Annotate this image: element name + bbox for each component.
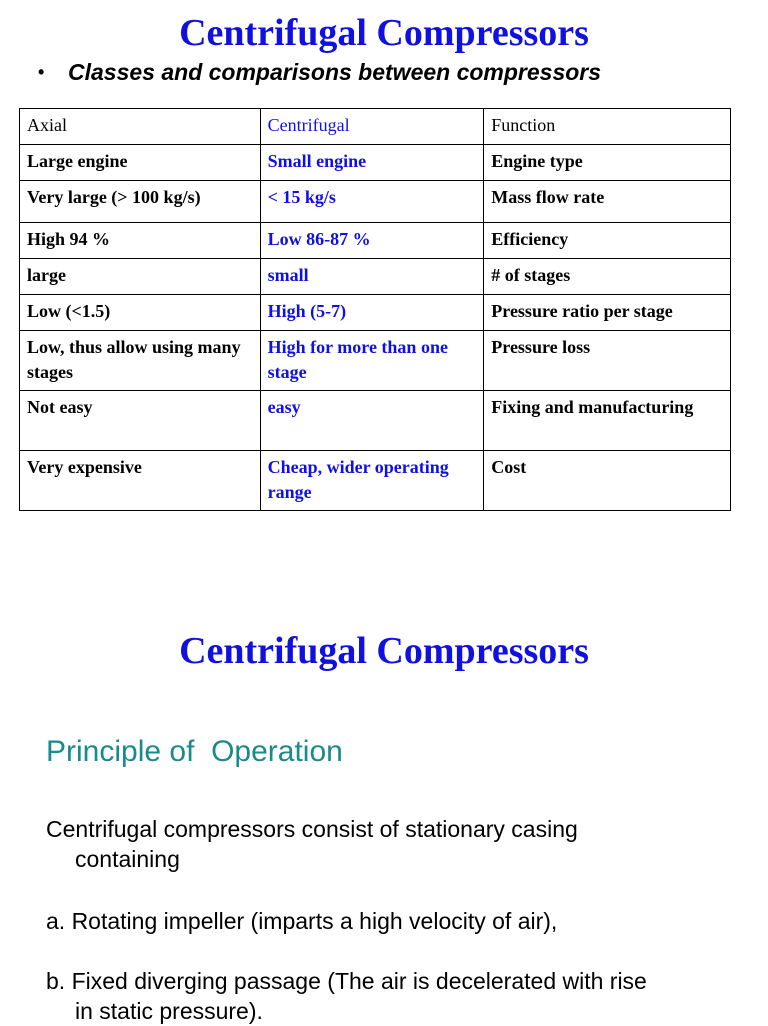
page-title-bottom: Centrifugal Compressors (179, 630, 589, 672)
cell-centrifugal: Low 86-87 % (260, 223, 484, 259)
cell-axial: Low (<1.5) (20, 295, 261, 331)
cell-axial: Not easy (20, 391, 261, 451)
cell-function: Engine type (484, 145, 731, 181)
table-row (20, 331, 731, 391)
cell-centrifugal: Cheap, wider operating range (260, 451, 484, 511)
section-heading: Principle of Operation (46, 735, 343, 768)
cell-axial: High 94 % (20, 223, 261, 259)
table-row (20, 295, 731, 331)
cell-centrifugal: small (260, 259, 484, 295)
paragraph-line: containing (75, 846, 180, 872)
cell-centrifugal: High (5-7) (260, 295, 484, 331)
header-function: Function (484, 109, 731, 145)
page-title-top: Centrifugal Compressors (179, 12, 589, 54)
paragraph-item-a: a. Rotating impeller (imparts a high velocity of air), (46, 908, 558, 934)
cell-function: Cost (484, 451, 731, 511)
comparison-table (19, 108, 731, 511)
table-row (20, 145, 731, 181)
paragraph-line: in static pressure). (75, 998, 263, 1024)
paragraph-line: Centrifugal compressors consist of stationary casing (46, 816, 578, 842)
cell-axial: Very expensive (20, 451, 261, 511)
paragraph-item-b (46, 966, 746, 1026)
table-row (20, 391, 731, 451)
cell-axial: Very large (> 100 kg/s) (20, 181, 261, 223)
cell-function: # of stages (484, 259, 731, 295)
cell-function: Pressure loss (484, 331, 731, 391)
cell-function: Efficiency (484, 223, 731, 259)
paragraph-line: b. Fixed diverging passage (The air is decelerated with rise (46, 968, 647, 994)
header-axial: Axial (20, 109, 261, 145)
header-centrifugal: Centrifugal (260, 109, 484, 145)
table-row (20, 181, 731, 223)
table-row (20, 451, 731, 511)
paragraph-intro (46, 814, 746, 874)
cell-centrifugal: High for more than one stage (260, 331, 484, 391)
cell-centrifugal: easy (260, 391, 484, 451)
cell-centrifugal: < 15 kg/s (260, 181, 484, 223)
cell-function: Pressure ratio per stage (484, 295, 731, 331)
cell-function: Mass flow rate (484, 181, 731, 223)
bullet-icon: • (38, 62, 45, 82)
cell-function: Fixing and manufacturing (484, 391, 731, 451)
cell-axial: Large engine (20, 145, 261, 181)
table-row (20, 259, 731, 295)
cell-centrifugal: Small engine (260, 145, 484, 181)
table-header-row (20, 109, 731, 145)
subtitle-text: Classes and comparisons between compressors (68, 59, 602, 85)
cell-axial: Low, thus allow using many stages (20, 331, 261, 391)
subtitle (38, 58, 601, 86)
cell-axial: large (20, 259, 261, 295)
table-row (20, 223, 731, 259)
